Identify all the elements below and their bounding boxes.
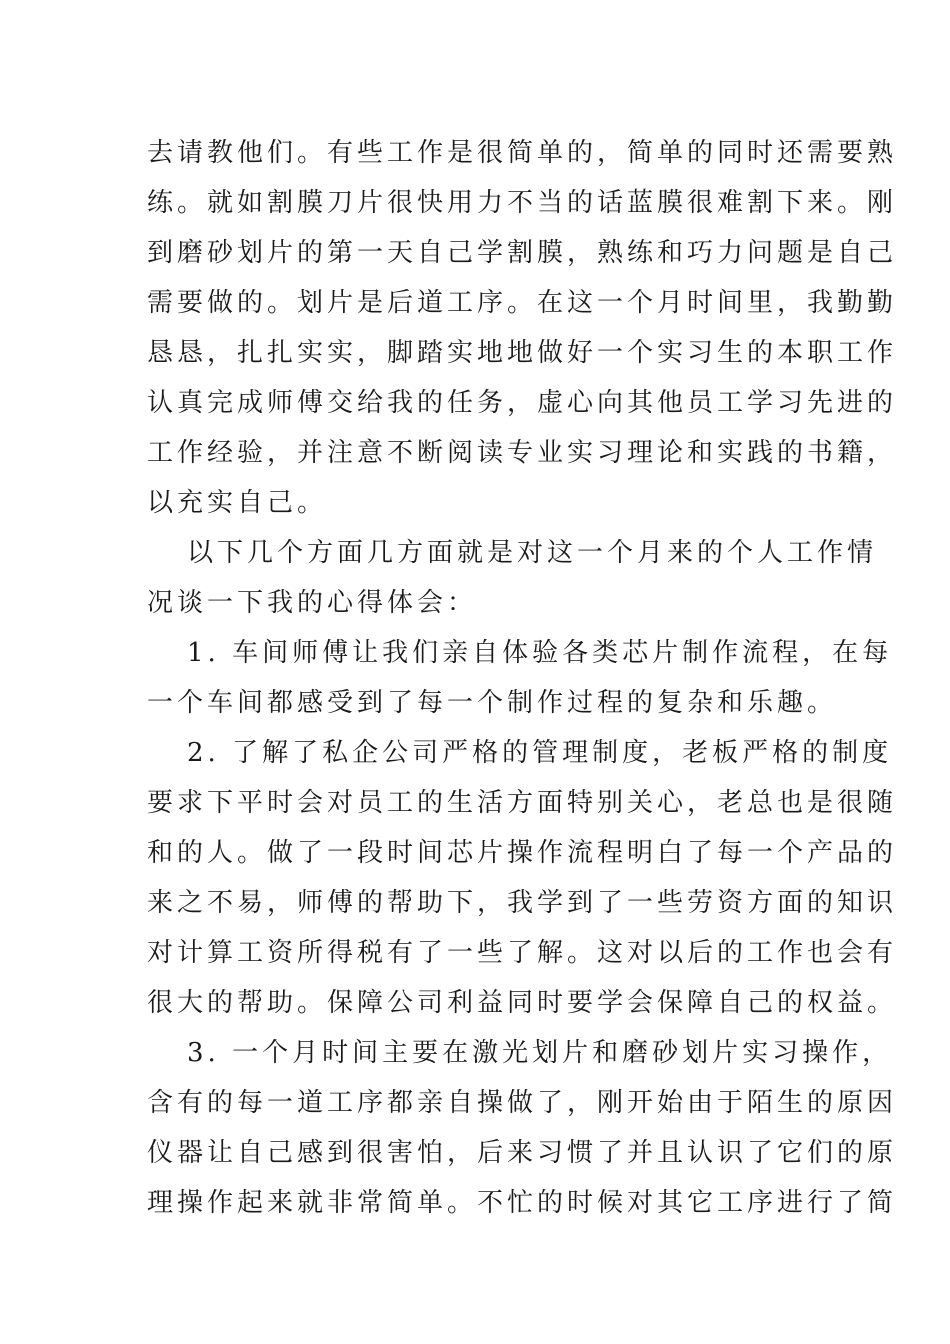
text-line: 以充实自己。 — [147, 488, 328, 518]
text-line: 含有的每一道工序都亲自操做了，刚开始由于陌生的原因 — [147, 1088, 898, 1118]
text-line: 认真完成师傅交给我的任务，虚心向其他员工学习先进的 — [147, 388, 898, 418]
text-line: 来之不易，师傅的帮助下，我学到了一些劳资方面的知识 — [147, 888, 898, 918]
list-item-2-line: 2. 了解了私企公司严格的管理制度，老板严格的制度 — [187, 738, 893, 768]
text-line: 工作经验，并注意不断阅读专业实习理论和实践的书籍， — [147, 438, 898, 468]
paragraph-start-line: 以下几个方面几方面就是对这一个月来的个人工作情 — [187, 538, 878, 568]
text-line: 到磨砂划片的第一天自己学割膜，熟练和巧力问题是自己 — [147, 238, 898, 268]
text-line: 理操作起来就非常简单。不忙的时候对其它工序进行了简 — [147, 1188, 898, 1218]
text-line: 很大的帮助。保障公司利益同时要学会保障自己的权益。 — [147, 988, 898, 1018]
text-line: 对计算工资所得税有了一些了解。这对以后的工作也会有 — [147, 938, 898, 968]
text-line: 况谈一下我的心得体会： — [147, 588, 478, 618]
text-line: 练。就如割膜刀片很快用力不当的话蓝膜很难割下来。刚 — [147, 188, 898, 218]
body-text — [147, 128, 898, 1228]
text-line: 和的人。做了一段时间芯片操作流程明白了每一个产品的 — [147, 838, 898, 868]
text-line: 去请教他们。有些工作是很简单的，简单的同时还需要熟 — [147, 138, 898, 168]
text-line: 要求下平时会对员工的生活方面特别关心，老总也是很随 — [147, 788, 898, 818]
text-line: 一个车间都感受到了每一个制作过程的复杂和乐趣。 — [147, 688, 838, 718]
list-item-3-line: 3. 一个月时间主要在激光划片和磨砂划片实习操作， — [187, 1038, 893, 1068]
text-line: 恳恳，扎扎实实，脚踏实地地做好一个实习生的本职工作 — [147, 338, 898, 368]
text-line: 仪器让自己感到很害怕，后来习惯了并且认识了它们的原 — [147, 1138, 898, 1168]
list-item-1-line: 1. 车间师傅让我们亲自体验各类芯片制作流程，在每 — [187, 638, 893, 668]
text-line: 需要做的。划片是后道工序。在这一个月时间里，我勤勤 — [147, 288, 898, 318]
